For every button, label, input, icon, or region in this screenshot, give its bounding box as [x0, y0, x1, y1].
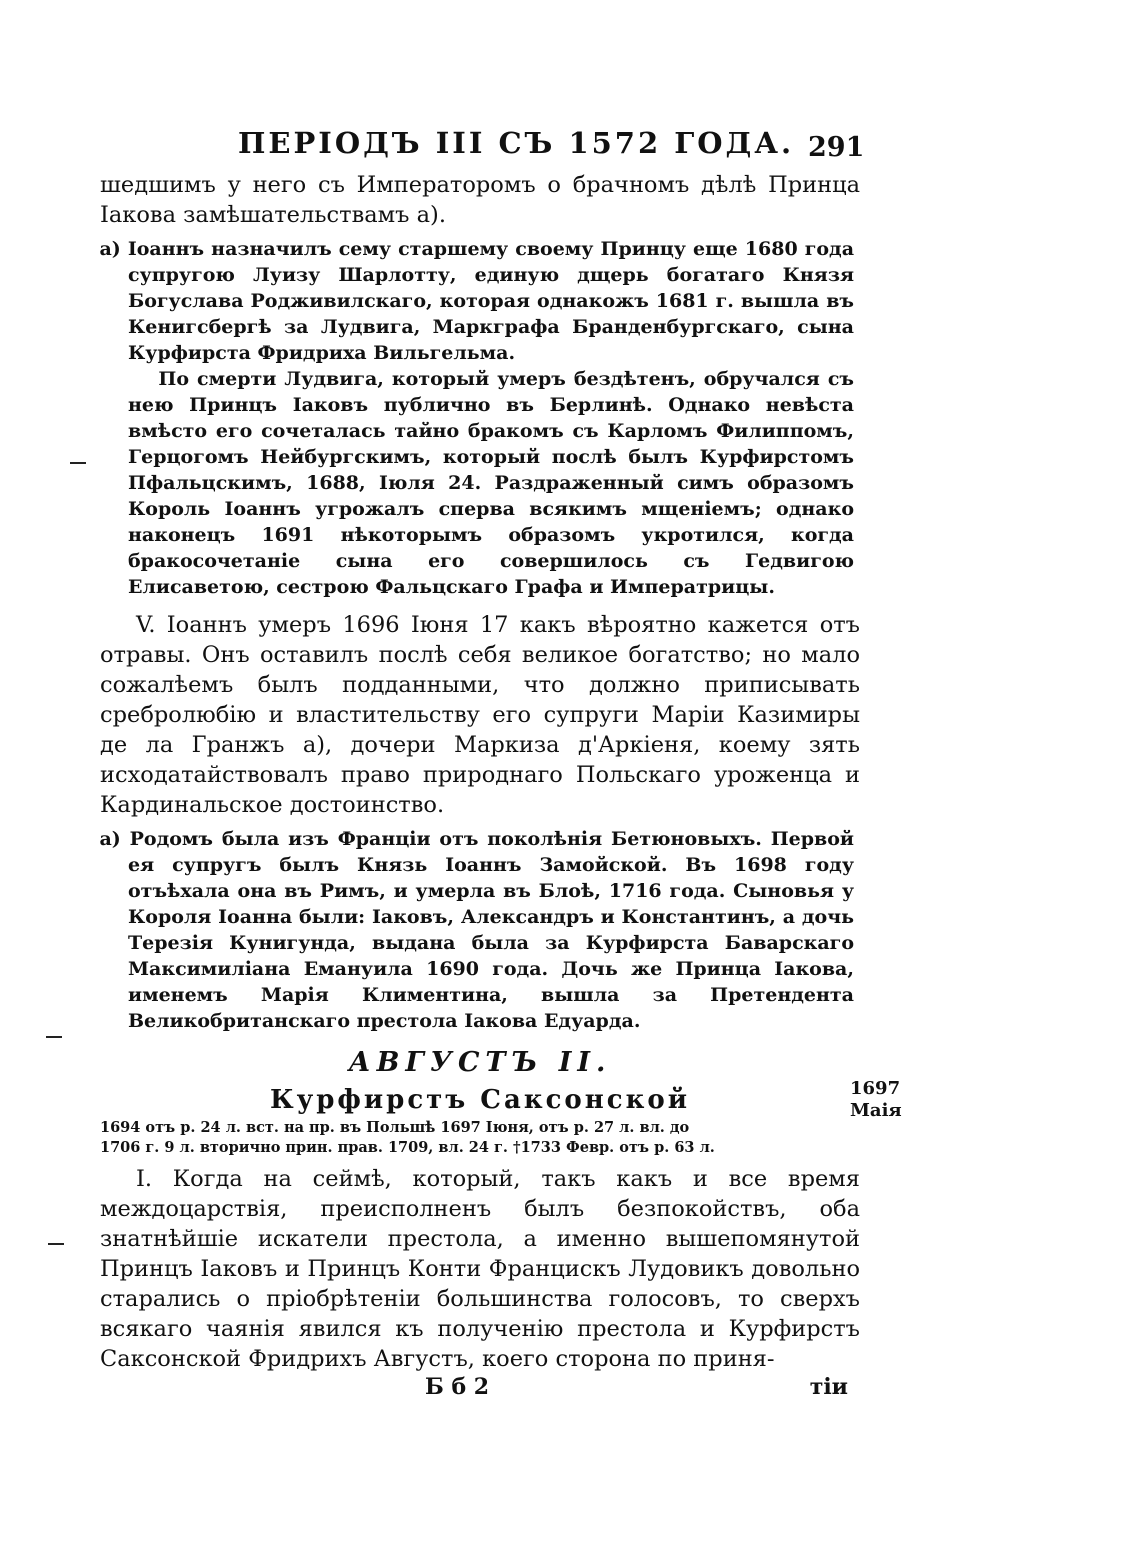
section-header — [100, 1044, 860, 1158]
section-subheading: Курфирстъ Саксонской — [269, 1085, 691, 1115]
page-number: 291 — [808, 132, 865, 163]
margin-mark — [48, 1243, 64, 1245]
page-footer — [100, 1374, 860, 1404]
margin-note-year: 1697 — [850, 1078, 901, 1099]
reign-dates-line-1: 1694 отъ р. 24 л. вст. на пр. въ Польшѣ 1697 Іюня, отъ р. 27 л. вл. до — [100, 1119, 690, 1136]
footnote-1 — [100, 236, 860, 600]
margin-mark — [70, 462, 86, 464]
margin-mark — [46, 1036, 62, 1038]
section-heading: АВГУСТЪ II. — [348, 1047, 612, 1078]
signature-mark: Б б 2 — [425, 1374, 490, 1400]
paragraph-v: V. Іоаннъ умеръ 1696 Іюня 17 какъ вѣроятно кажется отъ отравы. Онъ оставилъ послѣ себя великое богатство; но мало сожалѣемъ былъ подданными, что должно приписывать сребролюбію и властительству его супруги Маріи Казимиры де ла Гранжъ а), дочери Маркиза д'Аркіеня, коему зять исходатайствовалъ право природнаго Польскаго уроженца и Кардинальское достоинство. — [100, 612, 860, 818]
margin-note — [850, 1078, 910, 1122]
reign-dates-line-2: 1706 г. 9 л. вторично прин. прав. 1709, вл. 24 г. †1733 Февр. отъ р. 63 л. — [100, 1139, 715, 1156]
top-text: шедшимъ у него съ Императоромъ о брачномъ дѣлѣ Принца Іакова замѣшательствамъ а). — [100, 172, 860, 228]
margin-note-month: Маія — [850, 1100, 902, 1121]
catchword: тіи — [809, 1374, 848, 1400]
paragraph-i: I. Когда на сеймѣ, который, такъ какъ и все время междоцарствія, преисполненъ былъ безпокойствъ, оба знатнѣйшіе искатели престола, а именно вышепомянутой Принцъ Іаковъ и Принцъ Конти Францискъ Лудовикъ довольно старались о пріобрѣтеніи большинства голосовъ, то сверхъ всякаго чаянія явился къ полученію престола и Курфирстъ Саксонской Фридрихъ Августъ, коего сторона по приня- — [100, 1166, 860, 1372]
footnote-2: а) Родомъ была изъ Франціи отъ поколѣнія Бетюновыхъ. Первой ея супругъ былъ Князь Іоаннъ Замойской. Въ 1698 году отъѣхала она въ Римъ, и умерла въ Блоѣ, 1716 года. Сыновья у Короля Іоанна были: Іаковъ, Александръ и Константинъ, а дочь Терезія Кунигунда, выдана была за Курфирста Баварскаго Максимиліана Емануила 1690 года. Дочь же Принца Іакова, именемъ Марія Климентина, вышла за Претендента Великобританскаго престола Іакова Едуарда. — [99, 828, 854, 1032]
book-page — [99, 120, 865, 1404]
footnote-1-paragraph-2: По смерти Лудвига, который умеръ бездѣтенъ, обручался съ нею Принцъ Іаковъ публично въ Берлинѣ. Однако невѣста вмѣсто его сочеталась тайно бракомъ съ Карломъ Филиппомъ, Герцогомъ Нейбургскимъ, который послѣ былъ Курфирстомъ Пфальцскимъ, 1688, Іюля 24. Раздраженный симъ образомъ Король Іоаннъ угрожалъ сперва всякимъ мщеніемъ; однако наконецъ 1691 нѣкоторымъ образомъ укротился, когда бракосочетаніе сына его совершилось съ Гедвигою Елисаветою, сестрою Фальцскаго Графа и Императрицы. — [128, 368, 854, 598]
running-head — [100, 120, 865, 170]
footnote-1-paragraph-1: а) Іоаннъ назначилъ сему старшему своему Принцу еще 1680 года супругою Луизу Шарлотту, единую дщерь богатаго Князя Богуслава Родживилскаго, которая однакожъ 1681 г. вышла въ Кенигсбергѣ за Лудвига, Маркграфа Бранденбургскаго, сына Курфирста Фридриха Вильгельма. — [99, 238, 854, 364]
running-head-title: ПЕРІОДЪ III СЪ 1572 ГОДА. — [238, 126, 795, 160]
